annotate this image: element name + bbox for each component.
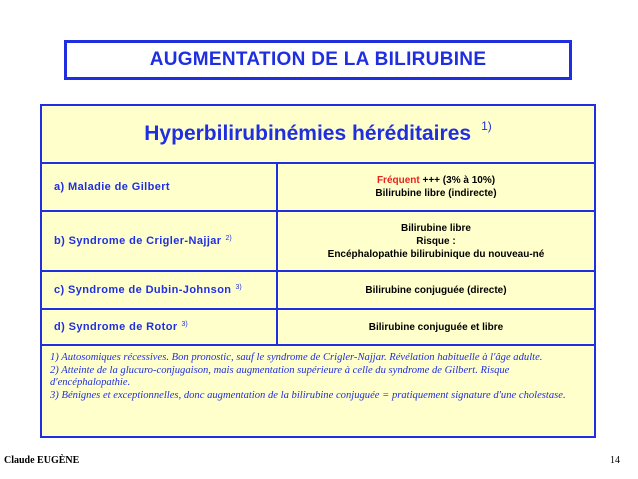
row-label-crigler-najjar — [42, 212, 276, 270]
desc-line: Bilirubine conjuguée et libre — [368, 321, 504, 333]
page-number: 14 — [610, 455, 620, 466]
label-text: c) Syndrome de Dubin-Johnson — [54, 284, 232, 296]
table-header-note: 1) — [481, 119, 492, 133]
footnote-1: 1) Autosomiques récessives. Bon pronostic, sauf le syndrome de Crigler-Najjar. Révélation habituelle à l'âge adulte. — [50, 352, 543, 363]
footnotes — [50, 352, 588, 402]
row-desc-crigler-najjar — [278, 212, 594, 270]
row-desc-gilbert — [278, 164, 594, 210]
desc-line: Bilirubine conjuguée (directe) — [365, 284, 507, 296]
row-divider — [42, 344, 594, 346]
desc-line — [377, 174, 495, 187]
row-label-dubin-johnson — [42, 272, 276, 308]
column-divider — [276, 162, 278, 346]
footnote-ref: 2) — [225, 234, 232, 242]
label-text: a) Maladie de Gilbert — [54, 181, 170, 193]
table-header-title: Hyperbilirubinémies héréditaires — [144, 122, 472, 145]
frequency-highlight: Fréquent — [376, 175, 420, 186]
row-desc-rotor — [278, 310, 594, 344]
table-header — [42, 106, 594, 162]
footnote-ref: 3) — [181, 320, 188, 328]
hereditary-table — [40, 104, 596, 438]
title-box — [64, 40, 572, 80]
footnote-3: 3) Bénignes et exceptionnelles, donc augmentation de la bilirubine conjuguée = pratiquement signature d'une cholestase. — [50, 389, 566, 401]
desc-line: Encéphalopathie bilirubinique du nouveau-né — [327, 248, 545, 260]
row-label-rotor — [42, 310, 276, 344]
row-label-gilbert — [42, 164, 276, 210]
desc-line: Risque : — [416, 235, 456, 247]
label-text: d) Syndrome de Rotor — [54, 321, 178, 333]
footnote-ref: 3) — [235, 283, 242, 291]
row-desc-dubin-johnson — [278, 272, 594, 308]
desc-text: +++ (3% à 10%) — [422, 175, 496, 186]
footnote-2: 2) Atteinte de la glucuro-conjugaison, mais augmentation supérieure à celle du syndrome de Gilbert. Risque d'encéphalopathie. — [50, 364, 510, 389]
desc-line: Bilirubine libre — [400, 222, 471, 234]
label-text: b) Syndrome de Crigler-Najjar — [54, 235, 222, 247]
desc-line: Bilirubine libre (indirecte) — [375, 188, 497, 199]
author-name: Claude EUGÈNE — [4, 455, 80, 466]
slide-title: AUGMENTATION DE LA BILIRUBINE — [149, 49, 487, 70]
